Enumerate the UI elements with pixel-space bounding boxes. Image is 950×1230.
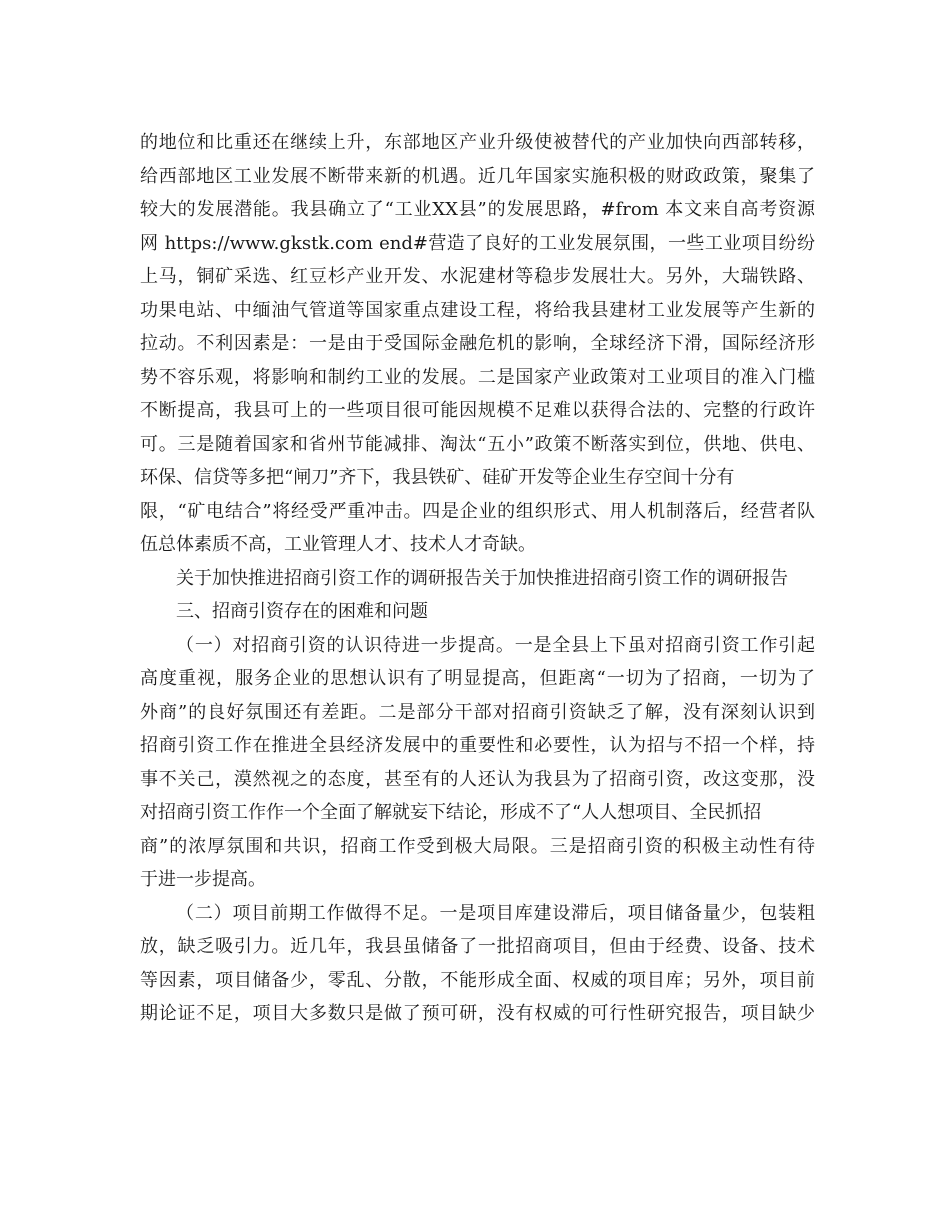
text-line: 外商”的良好氛围还有差距。二是部分干部对招商引资缺乏了解，没有深刻认识到 [140,701,815,723]
text-line: 拉动。不利因素是：一是由于受国际金融危机的影响，全球经济下滑，国际经济形 [140,333,815,354]
text-line: 等因素，项目储备少，零乱、分散，不能形成全面、权威的项目库；另外，项目前 [140,969,815,991]
text-line: 限，“矿电结合”将经受严重冲击。四是企业的组织形式、用人机制落后，经营者队 [140,500,815,522]
text-line: 可。三是随着国家和省州节能减排、淘汰“五小”政策不断落实到位，供地、供电、 [140,433,815,455]
text-line: 较大的发展潜能。我县确立了“工业XX县”的发展思路，#from 本文来自高考资源 [140,199,815,220]
text-line: 关于加快推进招商引资工作的调研报告关于加快推进招商引资工作的调研报告 [176,567,788,589]
text-line: 三、招商引资存在的困难和问题 [176,601,428,622]
text-line: 放，缺乏吸引力。近几年，我县虽储备了一批招商项目，但由于经费、设备、技术 [140,936,815,957]
text-line: 网 https://www.gkstk.com end#营造了良好的工业发展氛围，一些工业项目纷纷 [140,232,815,254]
text-line: （一）对招商引资的认识待进一步提高。一是全县上下虽对招商引资工作引起 [176,634,815,656]
text-line: 的地位和比重还在继续上升，东部地区产业升级使被替代的产业加快向西部转移， [140,132,815,153]
text-line: （二）项目前期工作做得不足。一是项目库建设滞后，项目储备量少，包装粗 [176,902,815,924]
text-line: 上马，铜矿采选、红豆杉产业开发、水泥建材等稳步发展壮大。另外，大瑞铁路、 [140,266,815,287]
text-line: 不断提高，我县可上的一些项目很可能因规模不足难以获得合法的、完整的行政许 [140,400,815,421]
text-line: 商”的浓厚氛围和共识，招商工作受到极大局限。三是招商引资的积极主动性有待 [140,835,815,857]
text-line: 环保、信贷等多把“闸刀”齐下，我县铁矿、硅矿开发等企业生存空间十分有 [140,467,735,488]
text-line: 给西部地区工业发展不断带来新的机遇。近几年国家实施积极的财政政策，聚集了 [140,165,815,187]
text-line: 对招商引资工作作一个全面了解就妄下结论，形成不了“人人想项目、全民抓招 [140,802,762,823]
text-line: 事不关己，漠然视之的态度，甚至有的人还认为我县为了招商引资，改这变那，没 [140,768,815,790]
text-line: 期论证不足，项目大多数只是做了预可研，没有权威的可行性研究报告，项目缺少 [140,1003,815,1024]
text-line: 招商引资工作在推进全县经济发展中的重要性和必要性，认为招与不招一个样，持 [140,735,815,756]
document-body [140,126,815,1031]
text-line: 伍总体素质不高，工业管理人才、技术人才奇缺。 [140,534,536,555]
text-line: 势不容乐观，将影响和制约工业的发展。二是国家产业政策对工业项目的准入门槛 [140,366,815,388]
text-line: 功果电站、中缅油气管道等国家重点建设工程，将给我县建材工业发展等产生新的 [140,299,815,321]
text-line: 于进一步提高。 [140,869,266,890]
text-line: 高度重视，服务企业的思想认识有了明显提高，但距离“一切为了招商，一切为了 [140,668,815,689]
